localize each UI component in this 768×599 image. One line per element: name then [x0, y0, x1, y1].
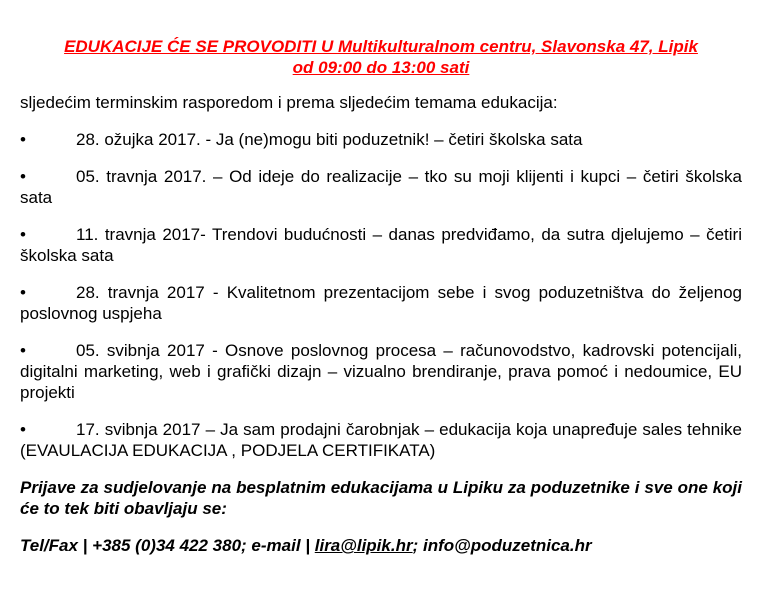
intro-text: sljedećim terminskim rasporedom i prema sljedećim temama edukacija:: [20, 93, 558, 112]
contact-line: [20, 535, 742, 556]
heading-line-1: EDUKACIJE ĆE SE PROVODITI U Multikulturalnom centru, Slavonska 47, Lipik: [64, 37, 698, 56]
bullet-icon: •: [20, 420, 26, 439]
contact-separator: ;: [412, 536, 423, 555]
bullet-icon: •: [20, 341, 26, 360]
session-text: 05. travnja 2017. – Od ideje do realizacije – tko su moji klijenti i kupci – četiri školska sata: [20, 167, 742, 207]
bullet-icon: •: [20, 130, 26, 149]
heading-line-2: od 09:00 do 13:00 sati: [292, 58, 470, 77]
document-page: [20, 0, 742, 556]
session-text: 28. travnja 2017 - Kvalitetnom prezentacijom sebe i svog poduzetništva do željenog poslovnog uspjeha: [20, 283, 742, 323]
contact-phone: Tel/Fax | +385 (0)34 422 380; e-mail |: [20, 536, 315, 555]
email-link-lira[interactable]: lira@lipik.hr: [314, 536, 413, 555]
list-item: [20, 340, 742, 403]
page-heading: [20, 36, 742, 78]
session-text: 17. svibnja 2017 – Ja sam prodajni čarobnjak – edukacija koja unapređuje sales tehnike (EVAULACIJA EDUKACIJA , PODJELA CERTIFIKATA): [20, 420, 742, 460]
session-text: 11. travnja 2017- Trendovi budućnosti – danas predviđamo, da sutra djelujemo – četiri školska sata: [20, 225, 742, 265]
bullet-icon: •: [20, 167, 26, 186]
email-link-poduzetnica[interactable]: info@poduzetnica.hr: [422, 536, 592, 555]
list-item: [20, 129, 742, 150]
bullet-icon: •: [20, 225, 26, 244]
list-item: [20, 419, 742, 461]
session-text: 28. ožujka 2017. - Ja (ne)mogu biti poduzetnik! – četiri školska sata: [76, 130, 583, 149]
bullet-icon: •: [20, 283, 26, 302]
session-text: 05. svibnja 2017 - Osnove poslovnog procesa – računovodstvo, kadrovski potencijali, digitalni marketing, web i grafički dizajn – vizualno brendiranje, prava pomoć i nedoumice, EU projekti: [20, 341, 742, 402]
list-item: [20, 282, 742, 324]
list-item: [20, 224, 742, 266]
registration-note: Prijave za sudjelovanje na besplatnim edukacijama u Lipiku za poduzetnike i sve one koji će to tek biti obavljaju se:: [20, 478, 742, 518]
session-list: [20, 129, 742, 461]
list-item: [20, 166, 742, 208]
